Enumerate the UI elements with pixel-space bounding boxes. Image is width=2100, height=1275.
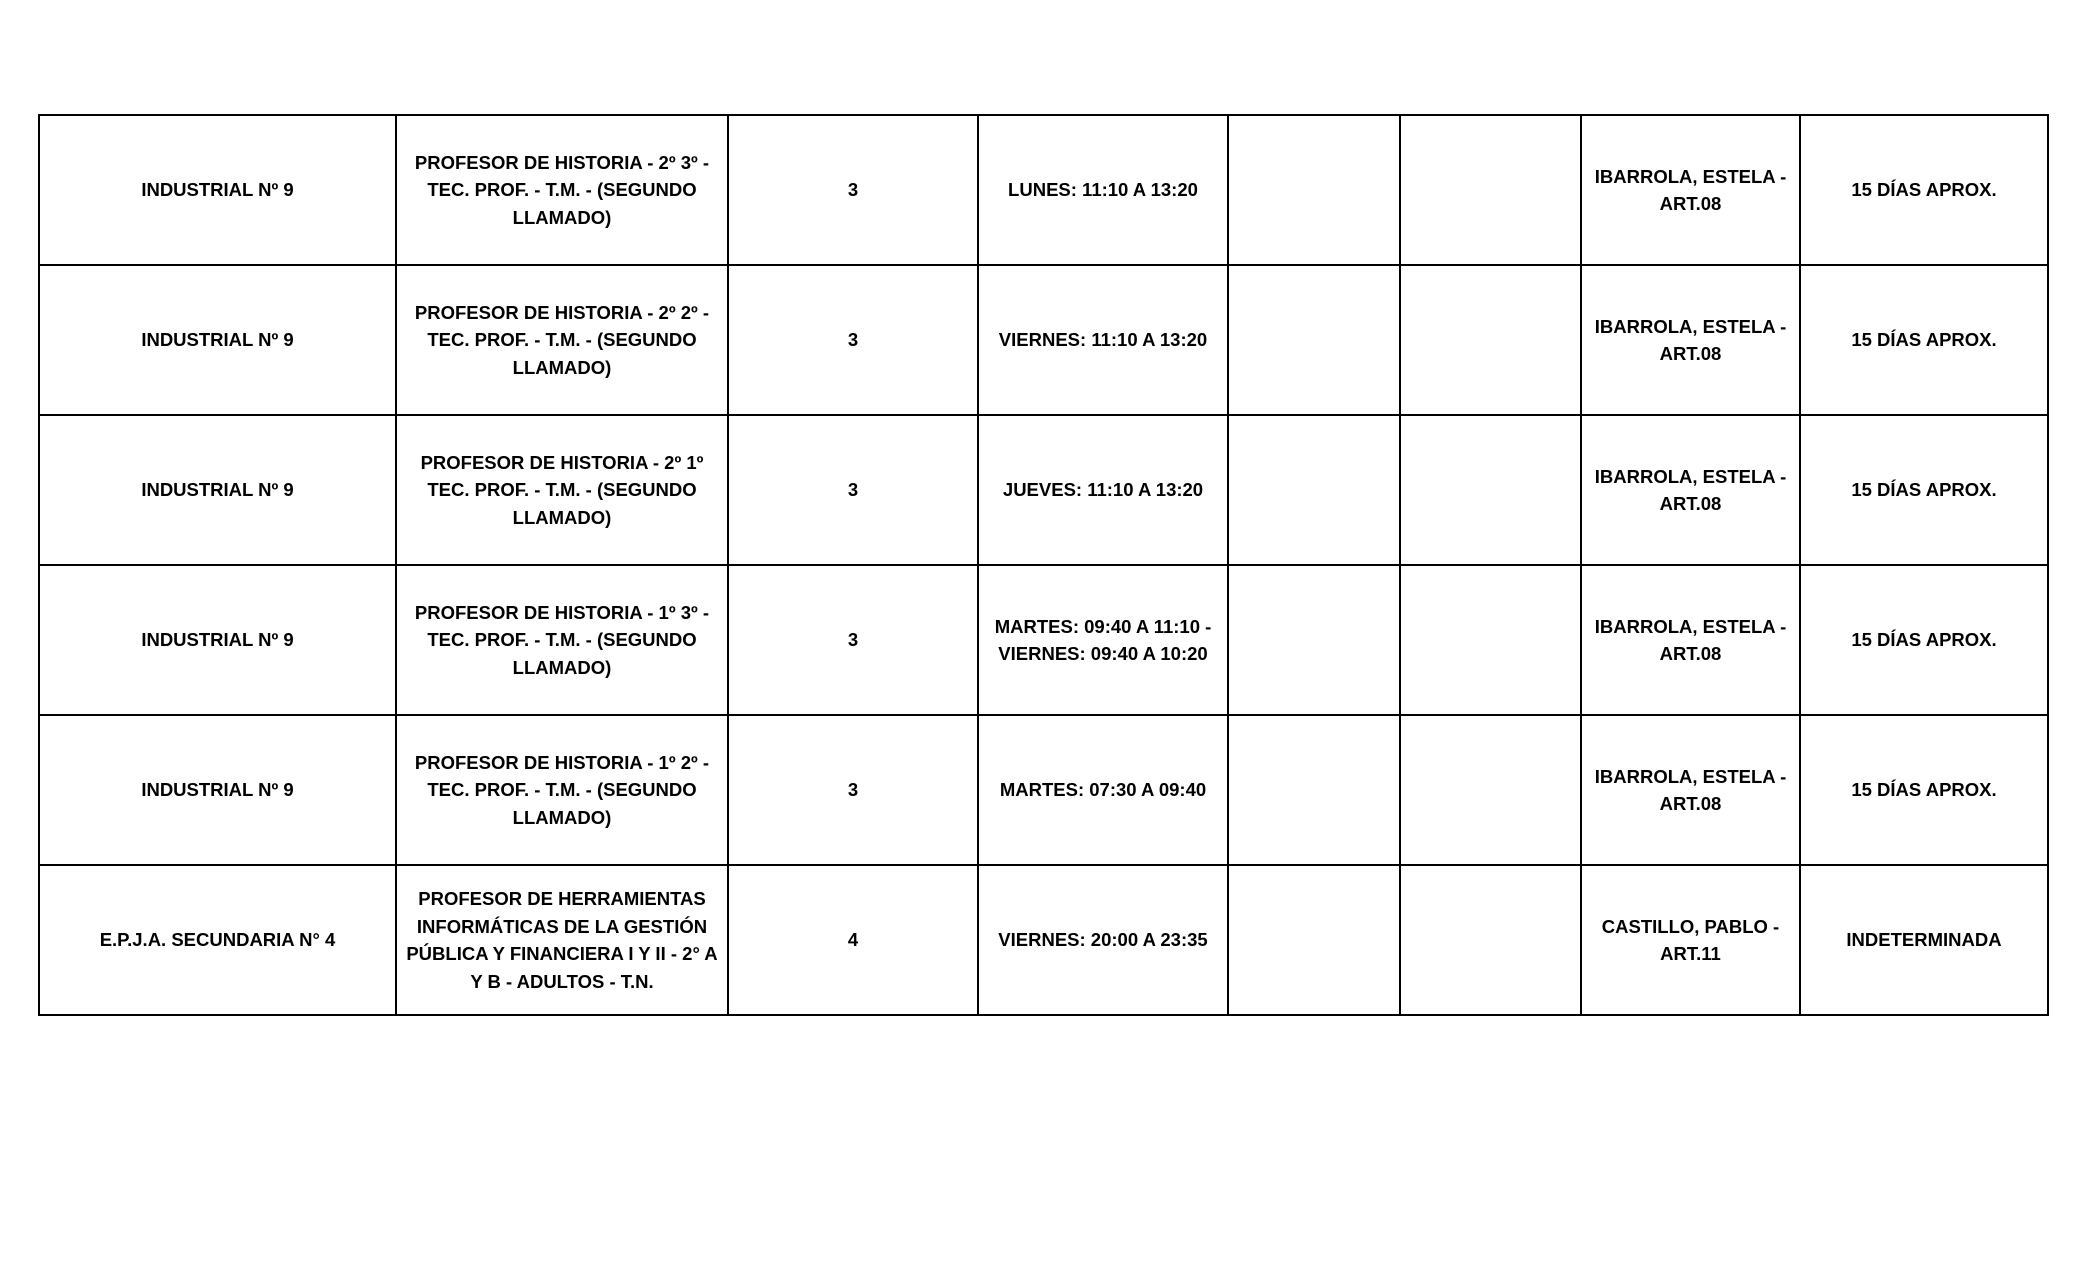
table-row <box>39 415 2048 565</box>
duration-cell: 15 DÍAS APROX. <box>1800 265 2048 415</box>
table-row <box>39 565 2048 715</box>
empty-cell <box>1400 715 1581 865</box>
hours-cell: 3 <box>728 565 978 715</box>
empty-cell <box>1228 565 1400 715</box>
empty-cell <box>1228 415 1400 565</box>
table-row <box>39 865 2048 1015</box>
table-row <box>39 265 2048 415</box>
empty-cell <box>1400 115 1581 265</box>
duration-cell: 15 DÍAS APROX. <box>1800 565 2048 715</box>
schedule-cell: LUNES: 11:10 A 13:20 <box>978 115 1228 265</box>
school-cell: INDUSTRIAL Nº 9 <box>39 115 396 265</box>
substitute-for-cell: IBARROLA, ESTELA - ART.08 <box>1581 265 1800 415</box>
position-cell: PROFESOR DE HERRAMIENTAS INFORMÁTICAS DE LA GESTIÓN PÚBLICA Y FINANCIERA I Y II - 2° A Y B - ADULTOS - T.N. <box>396 865 728 1015</box>
vacancy-table <box>38 114 2049 1016</box>
school-cell: INDUSTRIAL Nº 9 <box>39 715 396 865</box>
hours-cell: 3 <box>728 265 978 415</box>
table-row <box>39 715 2048 865</box>
duration-cell: 15 DÍAS APROX. <box>1800 115 2048 265</box>
position-cell: PROFESOR DE HISTORIA - 1º 3º - TEC. PROF. - T.M. - (SEGUNDO LLAMADO) <box>396 565 728 715</box>
duration-cell: 15 DÍAS APROX. <box>1800 415 2048 565</box>
empty-cell <box>1228 265 1400 415</box>
hours-cell: 3 <box>728 115 978 265</box>
schedule-cell: VIERNES: 20:00 A 23:35 <box>978 865 1228 1015</box>
school-cell: INDUSTRIAL Nº 9 <box>39 565 396 715</box>
school-cell: E.P.J.A. SECUNDARIA N° 4 <box>39 865 396 1015</box>
substitute-for-cell: IBARROLA, ESTELA - ART.08 <box>1581 115 1800 265</box>
position-cell: PROFESOR DE HISTORIA - 1º 2º - TEC. PROF. - T.M. - (SEGUNDO LLAMADO) <box>396 715 728 865</box>
school-cell: INDUSTRIAL Nº 9 <box>39 415 396 565</box>
school-cell: INDUSTRIAL Nº 9 <box>39 265 396 415</box>
empty-cell <box>1400 265 1581 415</box>
position-cell: PROFESOR DE HISTORIA - 2º 3º - TEC. PROF. - T.M. - (SEGUNDO LLAMADO) <box>396 115 728 265</box>
empty-cell <box>1228 715 1400 865</box>
duration-cell: INDETERMINADA <box>1800 865 2048 1015</box>
hours-cell: 3 <box>728 415 978 565</box>
position-cell: PROFESOR DE HISTORIA - 2º 1º TEC. PROF. - T.M. - (SEGUNDO LLAMADO) <box>396 415 728 565</box>
empty-cell <box>1400 415 1581 565</box>
hours-cell: 3 <box>728 715 978 865</box>
substitute-for-cell: IBARROLA, ESTELA - ART.08 <box>1581 565 1800 715</box>
schedule-cell: VIERNES: 11:10 A 13:20 <box>978 265 1228 415</box>
empty-cell <box>1228 865 1400 1015</box>
table-row <box>39 115 2048 265</box>
duration-cell: 15 DÍAS APROX. <box>1800 715 2048 865</box>
substitute-for-cell: IBARROLA, ESTELA - ART.08 <box>1581 415 1800 565</box>
position-cell: PROFESOR DE HISTORIA - 2º 2º - TEC. PROF. - T.M. - (SEGUNDO LLAMADO) <box>396 265 728 415</box>
empty-cell <box>1228 115 1400 265</box>
schedule-cell: JUEVES: 11:10 A 13:20 <box>978 415 1228 565</box>
schedule-cell: MARTES: 07:30 A 09:40 <box>978 715 1228 865</box>
substitute-for-cell: CASTILLO, PABLO - ART.11 <box>1581 865 1800 1015</box>
substitute-for-cell: IBARROLA, ESTELA - ART.08 <box>1581 715 1800 865</box>
schedule-cell: MARTES: 09:40 A 11:10 - VIERNES: 09:40 A 10:20 <box>978 565 1228 715</box>
empty-cell <box>1400 865 1581 1015</box>
empty-cell <box>1400 565 1581 715</box>
hours-cell: 4 <box>728 865 978 1015</box>
